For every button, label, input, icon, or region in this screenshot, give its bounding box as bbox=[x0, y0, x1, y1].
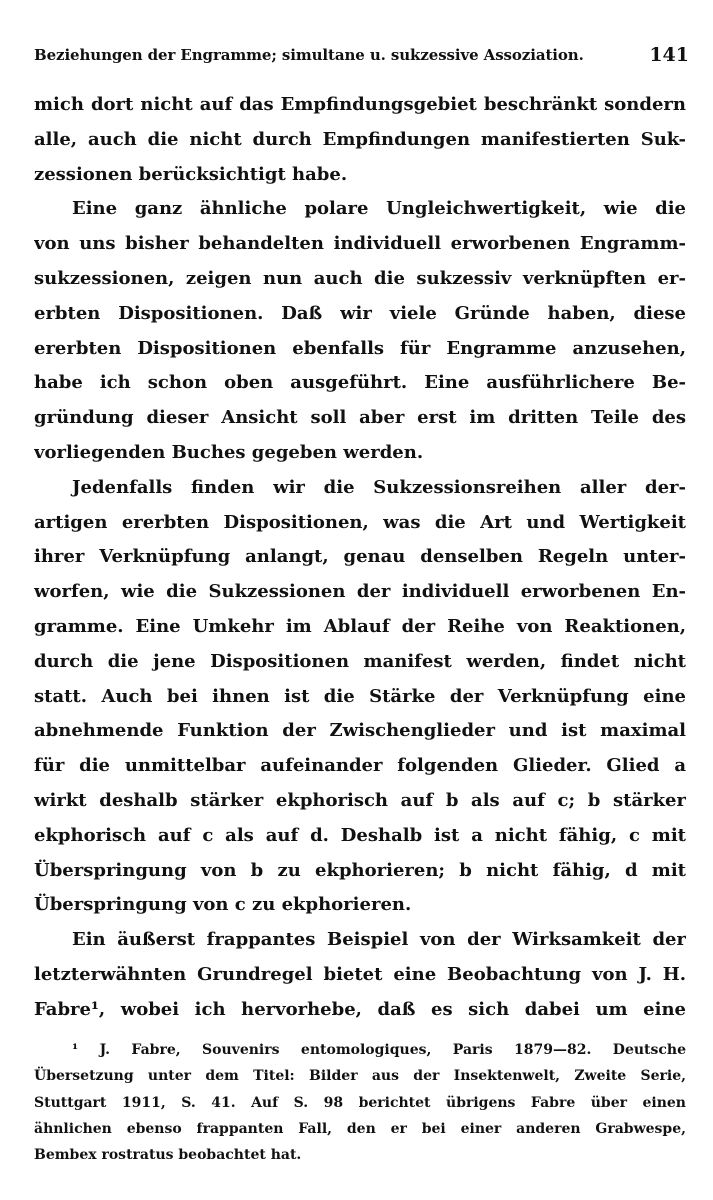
text-line: gramme. Eine Umkehr im Ablauf der Reihe von Reaktionen, bbox=[34, 615, 686, 637]
text-line: durch die jene Dispositionen manifest werden, findet nicht bbox=[34, 650, 686, 672]
paragraph-3 bbox=[34, 471, 686, 923]
text-line: ererbten Dispositionen ebenfalls für Engramme anzusehen, bbox=[34, 337, 686, 359]
text-line: Überspringung von b zu ekphorieren; b nicht fähig, d mit bbox=[34, 859, 686, 881]
page-number: 141 bbox=[649, 44, 689, 66]
text-line: ekphorisch auf c als auf d. Deshalb ist a nicht fähig, c mit bbox=[34, 824, 686, 846]
footnote-line: Bembex rostratus beobachtet hat. bbox=[34, 1147, 302, 1164]
text-line: für die unmittelbar aufeinander folgenden Glieder. Glied a bbox=[34, 755, 686, 777]
text-line: Eine ganz ähnliche polare Ungleichwertigkeit, wie die bbox=[72, 198, 686, 220]
text-line: von uns bisher behandelten individuell erworbenen Engramm- bbox=[34, 233, 686, 255]
body-text bbox=[34, 88, 686, 1028]
text-line: Ein äußerst frappantes Beispiel von der Wirksamkeit der bbox=[72, 929, 686, 951]
paragraph-4 bbox=[34, 923, 686, 1027]
text-line: gründung dieser Ansicht soll aber erst im dritten Teile des bbox=[34, 407, 686, 429]
text-line: worfen, wie die Sukzessionen der individuell erworbenen En- bbox=[34, 581, 686, 603]
text-line: ihrer Verknüpfung anlangt, genau denselben Regeln unter- bbox=[34, 546, 686, 568]
text-line: vorliegenden Buches gegeben werden. bbox=[34, 441, 424, 463]
text-line: zessionen berücksichtigt habe. bbox=[34, 163, 348, 185]
text-line: erbten Dispositionen. Daß wir viele Gründe haben, diese bbox=[34, 302, 686, 324]
running-head bbox=[34, 44, 689, 74]
text-line: habe ich schon oben ausgeführt. Eine ausführlichere Be- bbox=[34, 372, 686, 394]
footnote-line: ähnlichen ebenso frappanten Fall, den er bei einer anderen Grabwespe, bbox=[34, 1120, 686, 1137]
text-line: sukzessionen, zeigen nun auch die sukzessiv verknüpften er- bbox=[34, 267, 686, 289]
paragraph-2 bbox=[34, 192, 686, 470]
text-line: alle, auch die nicht durch Empfindungen manifestierten Suk- bbox=[34, 128, 686, 150]
text-line: Jedenfalls finden wir die Sukzessionsreihen aller der- bbox=[72, 476, 686, 498]
text-line: letzterwähnten Grundregel bietet eine Beobachtung von J. H. bbox=[34, 963, 686, 985]
text-line: statt. Auch bei ihnen ist die Stärke der Verknüpfung eine bbox=[34, 685, 686, 707]
text-line: abnehmende Funktion der Zwischenglieder und ist maximal bbox=[34, 720, 686, 742]
running-title: Beziehungen der Engramme; simultane u. sukzessive Assoziation. bbox=[34, 46, 584, 64]
text-line: Überspringung von c zu ekphorieren. bbox=[34, 894, 412, 916]
footnote-line: ¹ J. Fabre, Souvenirs entomologiques, Paris 1879—82. Deutsche bbox=[72, 1042, 686, 1058]
footnote bbox=[34, 1037, 686, 1168]
footnote-line: Übersetzung unter dem Titel: Bilder aus der Insektenwelt, Zweite Serie, bbox=[34, 1068, 686, 1085]
footnote-line: Stuttgart 1911, S. 41. Auf S. 98 berichtet übrigens Fabre über einen bbox=[34, 1094, 686, 1111]
text-line: wirkt deshalb stärker ekphorisch auf b als auf c; b stärker bbox=[34, 789, 686, 811]
text-line: Fabre¹, wobei ich hervorhebe, daß es sich dabei um eine bbox=[34, 998, 686, 1020]
text-line: artigen ererbten Dispositionen, was die Art und Wertigkeit bbox=[34, 511, 686, 533]
text-line: mich dort nicht auf das Empfindungsgebiet beschränkt sondern bbox=[34, 94, 686, 115]
paragraph-1 bbox=[34, 88, 686, 192]
